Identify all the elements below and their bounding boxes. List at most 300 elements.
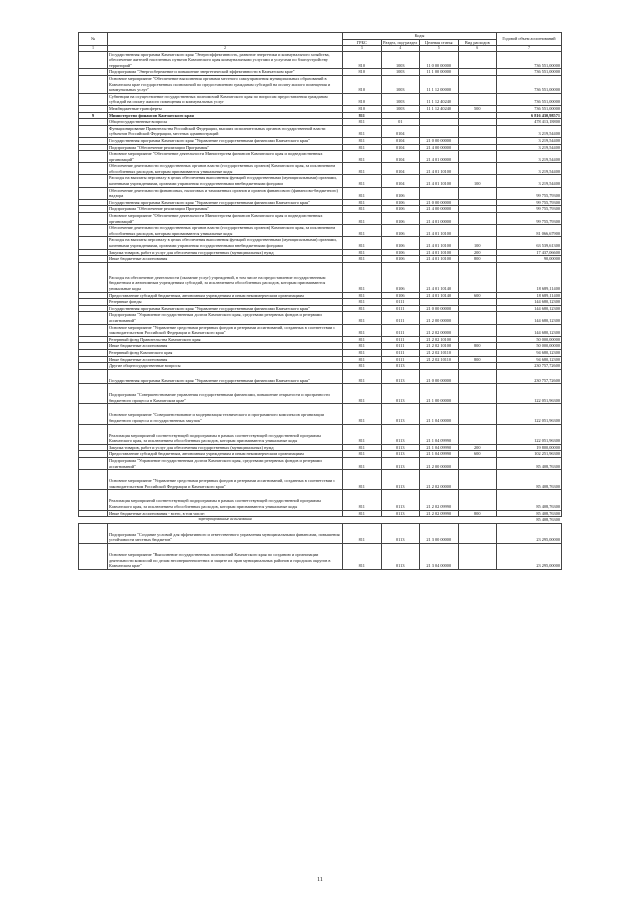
- row-name: Основное мероприятие "Обеспечение деятельности Министерства финансов Камчатского края и подведомственных организаций": [108, 151, 343, 163]
- row-amount: 3 219,54400: [497, 144, 562, 151]
- row-number: [79, 356, 108, 363]
- row-target-article: 21 4 01 00000: [420, 213, 459, 225]
- row-expense-type: 800: [458, 356, 497, 363]
- row-expense-type: [458, 470, 497, 490]
- header-index: 1: [79, 46, 108, 51]
- row-name: Расходы на обеспечение деятельности (оказание услуг) учреждений, в том числе на предоставление государственным бюджетным и автономным учреждениям субсидий, за исключением обособленных расходов, которым присваиваются уникальные коды: [108, 262, 343, 292]
- row-target-article: [420, 363, 459, 370]
- row-name: Основное мероприятие "Выполнение государственных полномочий Камчатского края по созданию и организации деятельности комиссий по делам несовершеннолетних и защите их прав муниципальных районов и городских округов в Камчатском крае": [108, 543, 343, 569]
- row-expense-type: [458, 490, 497, 510]
- row-razdel: 0104: [381, 144, 420, 151]
- row-name: Подпрограмма "Обеспечение реализации Программы": [108, 144, 343, 151]
- row-amount: 18 689,11400: [497, 262, 562, 292]
- row-grbs: 811: [343, 444, 382, 451]
- row-number: [79, 444, 108, 451]
- row-razdel: 0104: [381, 175, 420, 187]
- row-target-article: 21 4 00 00000: [420, 144, 459, 151]
- row-grbs: 811: [343, 343, 382, 350]
- row-grbs: 811: [343, 175, 382, 187]
- row-razdel: 0111: [381, 305, 420, 312]
- row-razdel: 0113: [381, 384, 420, 404]
- row-expense-type: [458, 75, 497, 93]
- row-expense-type: 800: [458, 256, 497, 263]
- row-number: [79, 151, 108, 163]
- row-expense-type: [458, 225, 497, 237]
- row-razdel: 0113: [381, 490, 420, 510]
- row-expense-type: 100: [458, 175, 497, 187]
- row-number: [79, 199, 108, 206]
- budget-table-sheet: [78, 32, 562, 570]
- table-row: [79, 51, 562, 69]
- row-amount: 3 219,54400: [497, 125, 562, 137]
- row-razdel: 0113: [381, 470, 420, 490]
- row-target-article: 21 4 01 10140: [420, 262, 459, 292]
- row-target-article: 21 4 01 10100: [420, 237, 459, 249]
- budget-table: [78, 32, 562, 570]
- table-row: [79, 356, 562, 363]
- row-target-article: 21 2 02 10100: [420, 343, 459, 350]
- row-number: [79, 206, 108, 213]
- row-name: Другие общегосударственные вопросы: [108, 363, 343, 370]
- table-row: [79, 363, 562, 370]
- row-number: [79, 336, 108, 343]
- row-razdel: 0113: [381, 424, 420, 444]
- header-razdel: Раздел, под-раздел: [381, 39, 420, 46]
- row-razdel: 0106: [381, 262, 420, 292]
- row-expense-type: [458, 144, 497, 151]
- row-amount: 144 680,12300: [497, 299, 562, 306]
- table-row: [79, 144, 562, 151]
- row-expense-type: [458, 213, 497, 225]
- row-grbs: 810: [343, 51, 382, 69]
- row-grbs: 811: [343, 237, 382, 249]
- row-name: Иные бюджетные ассигнования: [108, 256, 343, 263]
- row-amount: 18 689,11400: [497, 292, 562, 299]
- row-grbs: 811: [343, 490, 382, 510]
- row-expense-type: [458, 424, 497, 444]
- row-amount: 3 219,54400: [497, 175, 562, 187]
- row-grbs: 811: [343, 356, 382, 363]
- row-grbs: 811: [343, 112, 382, 119]
- row-target-article: 21 1 04 00000: [420, 404, 459, 424]
- row-amount: 90,00000: [497, 256, 562, 263]
- row-expense-type: [458, 187, 497, 199]
- table-row: [79, 119, 562, 126]
- row-razdel: 0113: [381, 543, 420, 569]
- row-name: Резервные фонды: [108, 299, 343, 306]
- row-name: Иные бюджетные ассигнования: [108, 343, 343, 350]
- row-expense-type: [458, 206, 497, 213]
- header-annual-amount: Годовой объем ассигнований: [497, 33, 562, 46]
- table-row: [79, 523, 562, 543]
- row-target-article: 11 1 12 00000: [420, 75, 459, 93]
- row-target-article: [420, 112, 459, 119]
- row-name: Реализация мероприятий соответствующей подпрограммы в рамках соответствующей государственной программы Камчатского края, за исключением обособленных расходов, которым присваиваются уникальные коды: [108, 424, 343, 444]
- row-expense-type: [458, 69, 497, 76]
- row-target-article: [420, 119, 459, 126]
- row-name: Основное мероприятие "Обеспечение выполнения органами местного самоуправления муниципальных образований в Камчатском крае государственных полномочий по предоставлению гражданам субсидий на оплату жилого помещения и коммунальных услуг": [108, 75, 343, 93]
- row-name: Государственная программа Камчатского края "Управление государственными финансами Камчатского края": [108, 305, 343, 312]
- row-number: [79, 369, 108, 384]
- row-number: [79, 458, 108, 470]
- row-amount: 144 680,12300: [497, 324, 562, 336]
- table-row: [79, 112, 562, 119]
- table-row: [79, 105, 562, 112]
- row-number: [79, 75, 108, 93]
- row-grbs: 811: [343, 349, 382, 356]
- row-amount: 85 408,76300: [497, 470, 562, 490]
- row-grbs: 811: [343, 543, 382, 569]
- row-grbs: 811: [343, 249, 382, 256]
- row-razdel: 1003: [381, 75, 420, 93]
- row-target-article: 21 4 01 10100: [420, 225, 459, 237]
- row-expense-type: [458, 262, 497, 292]
- row-grbs: 811: [343, 369, 382, 384]
- row-target-article: 21 0 00 00000: [420, 199, 459, 206]
- row-grbs: 811: [343, 384, 382, 404]
- row-expense-type: [458, 458, 497, 470]
- row-razdel: 0106: [381, 187, 420, 199]
- row-number: [79, 312, 108, 324]
- table-row: [79, 510, 562, 517]
- row-name: Подпрограмма "Совершенствование управления государственными финансами, повышение открытости и прозрачности бюджетного процесса в Камчатском крае": [108, 384, 343, 404]
- row-number: [79, 256, 108, 263]
- row-razdel: 0111: [381, 324, 420, 336]
- row-note: зарезервированные ассигнования: [108, 517, 343, 524]
- table-row: [79, 256, 562, 263]
- row-amount: 50 000,00000: [497, 343, 562, 350]
- table-row: [79, 305, 562, 312]
- row-expense-type: [458, 543, 497, 569]
- table-row: [79, 369, 562, 384]
- table-row: [79, 75, 562, 93]
- row-number: [79, 363, 108, 370]
- row-expense-type: [458, 305, 497, 312]
- row-amount: 3 219,54400: [497, 137, 562, 144]
- row-grbs: 811: [343, 458, 382, 470]
- row-target-article: 21 4 01 10100: [420, 163, 459, 175]
- row-grbs: 810: [343, 105, 382, 112]
- row-grbs: 810: [343, 75, 382, 93]
- row-grbs: 811: [343, 424, 382, 444]
- row-target-article: 21 2 02 00000: [420, 470, 459, 490]
- row-number: [79, 105, 108, 112]
- row-amount: 122 051,96300: [497, 424, 562, 444]
- row-razdel: 0113: [381, 369, 420, 384]
- header-index: 2: [108, 46, 343, 51]
- row-name: Межбюджетные трансферты: [108, 105, 343, 112]
- row-expense-type: 600: [458, 292, 497, 299]
- row-expense-type: [458, 349, 497, 356]
- row-target-article: 11 1 12 40240: [420, 105, 459, 112]
- row-name: Министерство финансов Камчатского края: [108, 112, 343, 119]
- row-name: Расходы на выплаты персоналу в целях обеспечения выполнения функций государственными (муниципальными) органами, казенными учреждениями, органами управления государственными внебюджетными фондами: [108, 175, 343, 187]
- row-razdel: 1003: [381, 69, 420, 76]
- row-number: [79, 175, 108, 187]
- row-expense-type: [458, 299, 497, 306]
- table-row: [79, 349, 562, 356]
- row-razdel: 0106: [381, 225, 420, 237]
- row-razdel: 0111: [381, 349, 420, 356]
- table-row: [79, 424, 562, 444]
- row-expense-type: [458, 363, 497, 370]
- table-row: [79, 292, 562, 299]
- row-amount: 99 755,79300: [497, 187, 562, 199]
- row-razdel: 0111: [381, 299, 420, 306]
- row-number: [79, 490, 108, 510]
- row-grbs: 811: [343, 404, 382, 424]
- row-razdel: 0106: [381, 249, 420, 256]
- row-amount: 122 051,96300: [497, 404, 562, 424]
- row-razdel: 0113: [381, 523, 420, 543]
- row-amount: 102 251,96300: [497, 451, 562, 458]
- row-number: [79, 470, 108, 490]
- row-number: [79, 299, 108, 306]
- row-name: Иные бюджетные ассигнования - всего, в том числе:: [108, 510, 343, 517]
- row-number: [79, 137, 108, 144]
- table-body: [79, 51, 562, 569]
- row-number: [79, 262, 108, 292]
- table-row: [79, 336, 562, 343]
- row-amount: 736 551,00000: [497, 93, 562, 105]
- row-amount: 19 800,00000: [497, 444, 562, 451]
- row-number: [79, 424, 108, 444]
- row-grbs: 811: [343, 324, 382, 336]
- row-razdel: 1003: [381, 51, 420, 69]
- row-expense-type: [458, 324, 497, 336]
- row-expense-type: [458, 312, 497, 324]
- row-amount: 736 551,00000: [497, 75, 562, 93]
- table-row: [79, 225, 562, 237]
- row-target-article: 21 0 00 00000: [420, 369, 459, 384]
- row-grbs: 810: [343, 69, 382, 76]
- row-number: [79, 249, 108, 256]
- row-expense-type: [458, 523, 497, 543]
- row-number: [79, 119, 108, 126]
- row-number: [79, 237, 108, 249]
- row-razdel: 0113: [381, 363, 420, 370]
- row-number: [79, 292, 108, 299]
- row-name: Подпрограмма "Управление государственным долгом Камчатского края, средствами резервных фондов и резервами ассигнований": [108, 458, 343, 470]
- row-number: [79, 125, 108, 137]
- row-grbs: 811: [343, 125, 382, 137]
- header-grbs: ГРБС: [343, 39, 382, 46]
- row-expense-type: 200: [458, 444, 497, 451]
- row-name: Резервный фонд Камчатского края: [108, 349, 343, 356]
- row-razdel: 0113: [381, 404, 420, 424]
- row-name: Иные бюджетные ассигнования: [108, 356, 343, 363]
- row-grbs: 811: [343, 151, 382, 163]
- row-target-article: 21 3 04 00000: [420, 543, 459, 569]
- row-amount: 478 413,18800: [497, 119, 562, 126]
- row-grbs: 811: [343, 510, 382, 517]
- row-grbs: 811: [343, 119, 382, 126]
- row-amount: 23 295,00000: [497, 543, 562, 569]
- row-razdel: 0111: [381, 336, 420, 343]
- row-grbs: 811: [343, 213, 382, 225]
- row-target-article: 21 2 02 09990: [420, 490, 459, 510]
- row-target-article: 21 2 02 10110: [420, 349, 459, 356]
- row-amount: 144 680,12300: [497, 305, 562, 312]
- row-name: Обеспечение деятельности государственных органов власти (государственных органов) Камчатского края, за исключением обособленных расходов, которым присваиваются уникальные коды: [108, 225, 343, 237]
- row-name: Реализация мероприятий соответствующей подпрограммы в рамках соответствующей государственной программы Камчатского края, за исключением обособленных расходов, которым присваиваются уникальные коды: [108, 490, 343, 510]
- row-expense-type: [458, 199, 497, 206]
- row-number: [79, 510, 108, 517]
- row-grbs: [343, 517, 382, 524]
- table-row: [79, 444, 562, 451]
- page-number: 11: [317, 877, 323, 883]
- row-number: [79, 384, 108, 404]
- row-number: [79, 93, 108, 105]
- row-expense-type: [458, 163, 497, 175]
- row-target-article: 21 4 01 10100: [420, 249, 459, 256]
- row-name: Предоставление субсидий бюджетным, автономным учреждениям и иным некоммерческим организациям: [108, 451, 343, 458]
- row-number: [79, 163, 108, 175]
- table-row: [79, 490, 562, 510]
- row-grbs: 811: [343, 299, 382, 306]
- row-target-article: 21 4 01 00000: [420, 151, 459, 163]
- row-target-article: 21 0 00 00000: [420, 137, 459, 144]
- row-target-article: [420, 125, 459, 137]
- row-expense-type: [458, 369, 497, 384]
- table-row: [79, 470, 562, 490]
- table-row: [79, 237, 562, 249]
- row-target-article: [420, 299, 459, 306]
- row-expense-type: [458, 336, 497, 343]
- row-amount: 6 816 430,98571: [497, 112, 562, 119]
- row-grbs: 811: [343, 262, 382, 292]
- table-row: [79, 343, 562, 350]
- row-name: Основное мероприятие "Управление средствами резервных фондов и резервами ассигнований, созданных в соответствии с законодательством Российской Федерации и Камчатского края": [108, 470, 343, 490]
- row-grbs: 811: [343, 305, 382, 312]
- row-name: Функционирование Правительства Российской Федерации, высших исполнительных органов государственной власти субъектов Российской Федерации, местных администраций: [108, 125, 343, 137]
- row-number: [79, 51, 108, 69]
- row-grbs: 810: [343, 93, 382, 105]
- row-expense-type: [458, 137, 497, 144]
- row-number: [79, 225, 108, 237]
- row-razdel: 0104: [381, 151, 420, 163]
- row-amount: 230 757,72600: [497, 363, 562, 370]
- row-number: [79, 213, 108, 225]
- table-row: [79, 517, 562, 524]
- header-index: 5: [420, 46, 459, 51]
- row-grbs: 811: [343, 163, 382, 175]
- row-expense-type: [458, 112, 497, 119]
- header-target-article: Целевая статья: [420, 39, 459, 46]
- row-razdel: 0104: [381, 137, 420, 144]
- row-name: Основное мероприятие "Управление средствами резервных фондов и резервами ассигнований, созданных в соответствии с законодательством Российской Федерации и Камчатского края": [108, 324, 343, 336]
- row-grbs: 811: [343, 292, 382, 299]
- row-expense-type: [458, 51, 497, 69]
- row-amount: 94 680,12300: [497, 349, 562, 356]
- row-expense-type: [458, 125, 497, 137]
- row-expense-type: 600: [458, 451, 497, 458]
- table-row: [79, 175, 562, 187]
- row-target-article: 21 2 00 00000: [420, 312, 459, 324]
- row-grbs: 811: [343, 187, 382, 199]
- table-row: [79, 93, 562, 105]
- table-row: [79, 312, 562, 324]
- row-amount: 736 551,00000: [497, 51, 562, 69]
- row-amount: 3 219,54400: [497, 151, 562, 163]
- row-razdel: 0106: [381, 256, 420, 263]
- row-number: [79, 305, 108, 312]
- row-grbs: 811: [343, 312, 382, 324]
- row-grbs: 811: [343, 199, 382, 206]
- row-grbs: 811: [343, 363, 382, 370]
- row-target-article: 21 1 04 09990: [420, 444, 459, 451]
- header-expense-type: Вид расходов: [458, 39, 497, 46]
- row-amount: 85 408,76300: [497, 458, 562, 470]
- row-amount: 3 219,54400: [497, 163, 562, 175]
- row-name: Государственная программа Камчатского края "Управление государственными финансами Камчатского края": [108, 137, 343, 144]
- row-number: [79, 187, 108, 199]
- row-expense-type: 200: [458, 249, 497, 256]
- row-number: [79, 404, 108, 424]
- row-target-article: 11 1 12 40240: [420, 93, 459, 105]
- table-row: [79, 324, 562, 336]
- header-codes-group: Коды: [343, 33, 497, 40]
- row-amount: 85 408,76300: [497, 490, 562, 510]
- row-target-article: 21 2 02 00000: [420, 324, 459, 336]
- row-target-article: 21 2 00 00000: [420, 458, 459, 470]
- table-row: [79, 199, 562, 206]
- row-grbs: 811: [343, 256, 382, 263]
- row-name: Предоставление субсидий бюджетным, автономным учреждениям и иным некоммерческим организациям: [108, 292, 343, 299]
- row-razdel: 0104: [381, 125, 420, 137]
- row-amount: 85 408,76300: [497, 517, 562, 524]
- row-amount: 230 757,72600: [497, 369, 562, 384]
- row-amount: 17 437,06600: [497, 249, 562, 256]
- header-index: 3: [343, 46, 382, 51]
- row-grbs: 811: [343, 206, 382, 213]
- row-name: Государственная программа Камчатского края "Управление государственными финансами Камчатского края": [108, 199, 343, 206]
- row-grbs: 811: [343, 225, 382, 237]
- header-number: №: [79, 33, 108, 46]
- table-row: [79, 151, 562, 163]
- row-name: Резервный фонд Правительства Камчатского края: [108, 336, 343, 343]
- row-amount: 81 066,67900: [497, 225, 562, 237]
- row-grbs: 811: [343, 523, 382, 543]
- row-expense-type: [458, 119, 497, 126]
- row-razdel: 0106: [381, 213, 420, 225]
- row-target-article: [420, 187, 459, 199]
- row-razdel: 0106: [381, 206, 420, 213]
- row-razdel: 0106: [381, 292, 420, 299]
- row-name: Подпрограмма "Энергосбережение и повышение энергетической эффективности в Камчатском крае": [108, 69, 343, 76]
- row-amount: 736 551,00000: [497, 69, 562, 76]
- row-razdel: 0104: [381, 163, 420, 175]
- row-target-article: 21 4 01 10100: [420, 256, 459, 263]
- row-name: Основное мероприятие "Совершенствование и модернизация технического и программного комплексов организации бюджетного процесса и государственных закупок": [108, 404, 343, 424]
- row-name: Подпрограмма "Управление государственным долгом Камчатского края, средствами резервных фондов и резервами ассигнований": [108, 312, 343, 324]
- table-row: [79, 249, 562, 256]
- row-expense-type: [458, 517, 497, 524]
- row-target-article: 21 3 00 00000: [420, 523, 459, 543]
- row-amount: 94 680,12300: [497, 356, 562, 363]
- row-amount: 50 000,00000: [497, 336, 562, 343]
- row-number: [79, 517, 108, 524]
- header-index: 6: [458, 46, 497, 51]
- row-expense-type: [458, 93, 497, 105]
- row-razdel: 0111: [381, 356, 420, 363]
- row-razdel: 0113: [381, 458, 420, 470]
- row-number: 9: [79, 112, 108, 119]
- row-target-article: 21 0 00 00000: [420, 305, 459, 312]
- table-row: [79, 163, 562, 175]
- row-expense-type: 800: [458, 510, 497, 517]
- row-amount: 99 755,79300: [497, 213, 562, 225]
